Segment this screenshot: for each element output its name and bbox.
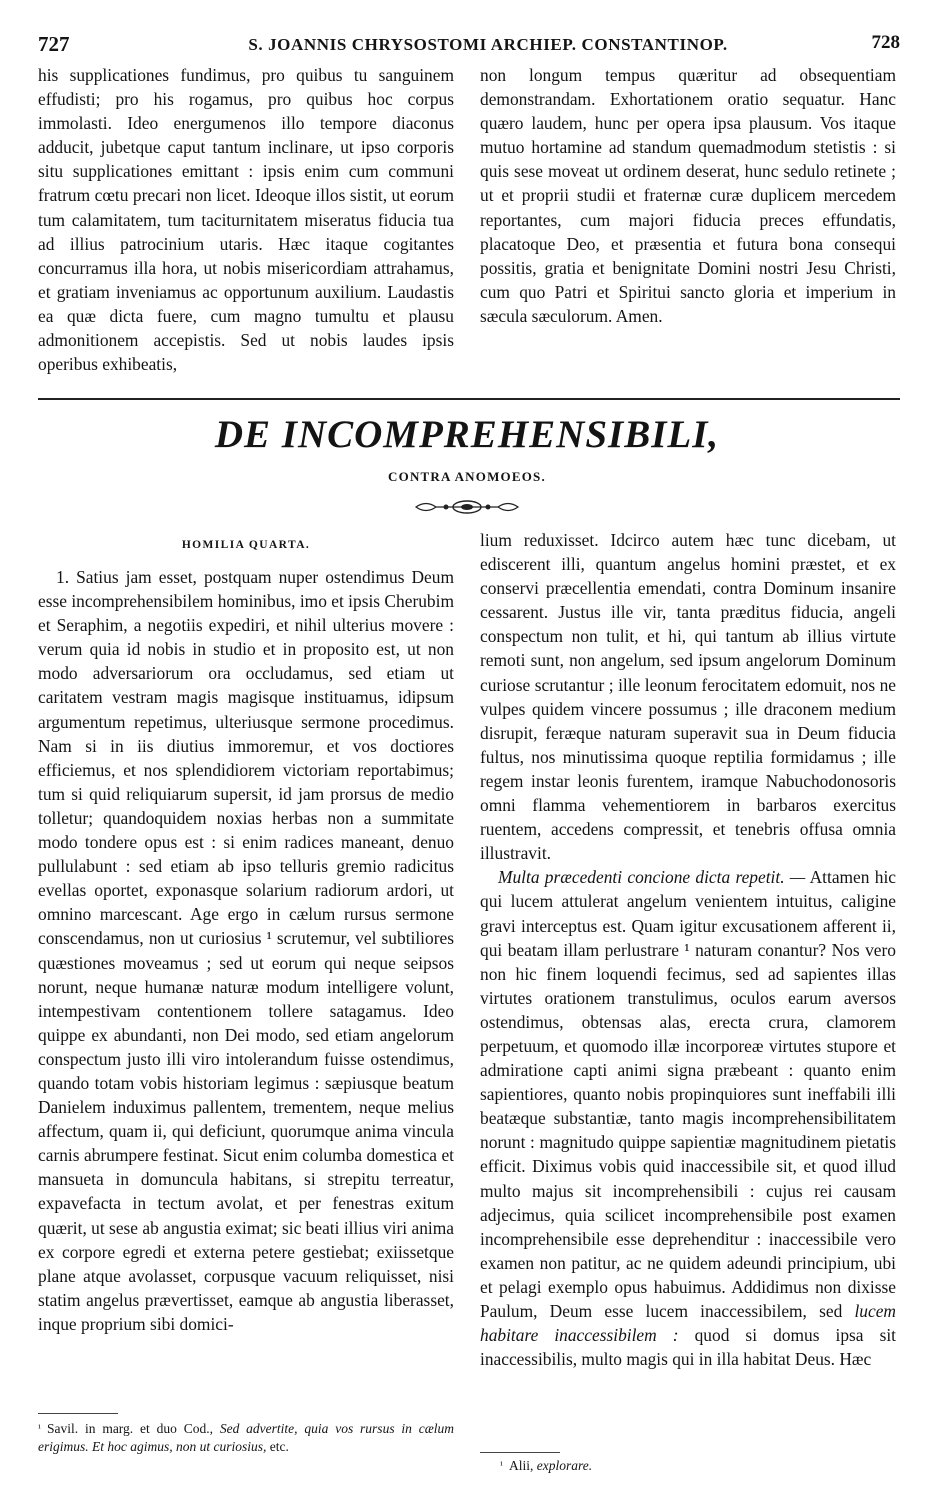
paragraph-2-text-b: quod si domus ipsa sit inaccessibilis, multo magis qui in illa habitat Deus. Hæc [480,1325,897,1370]
footnote-text: Savil. in marg. et duo Cod., [47,1421,220,1436]
footnote-rule-left [38,1413,118,1414]
top-right-paragraph: non longum tempus quæritur ad obsequentiam demonstrandam. Exhortationem oratio sequatur. Hanc quæro laudem, hunc per opera ipsa plausum. Vos itaque mutuo hortamine ad standum quemadmodum stetistis : si quis sese moveat ut ordinem deserat, hunc sedulo retinete ; ut et proprii studii et fraternæ curæ duplicem mercedem reportantes, cum majori fiducia preces effundatis, placatoque Deo, et præsentia et futura bona consequi possitis, gratia et benignitate Domini nostri Jesu Christi, cum quo Patri et Spiritui sancto gloria et imperium in sæcula sæculorum. Amen. [480,65,896,326]
treatise-subtitle: CONTRA ANOMOEOS. [388,469,546,484]
homily-paragraph-2 [480,865,896,1371]
footnote-text-end: etc. [266,1439,289,1454]
homily-paragraph-continued: lium reduxisset. Idcirco autem hæc tunc dicebam, ut ediscerent illi, quantum angelus homini præstet, et ex conservi præcellentia emendati, contra Dominum insanire cessarent. Justus ille vir, tanta præditus fiducia, angeli conspectum non tulit, et hi, qui tantum ab illius virtute remoti sunt, non angelum, sed ipsum angelorum Dominum curiose scrutantur ; ille leonum ferocitatem edomuit, nos ne vulpes quidem vincere possumus ; ille draconem medium disrupit, feræque naturam superavit sua in Deum fiducia fultus, nos minutissima quoque reptilia formidamus ; ille regem instar leonis furentem, iramque Nabuchodonosoris omni flamma vehementiorem in barbaros exercitus ruentem, accedens compressit, et tenebris offusa omnia illustravit. [480,530,896,864]
section-divider-rule [38,398,900,400]
footnote-italic-text: Sed advertite, quia vos rursus in cælum erigimus. Et hoc agimus, non ut curiosius, [38,1421,455,1454]
footnote-right [500,1457,896,1475]
paragraph-heading: Multa præcedenti concione dicta repetit. — [498,867,806,888]
bottom-right-column [480,528,896,1371]
footnote-mark: ¹ [500,1460,503,1471]
footnote-left [38,1420,454,1456]
footnote-mark: ¹ [38,1423,41,1434]
homily-paragraph-1: 1. Satius jam esset, postquam nuper ostendimus Deum esse incomprehensibilem hominibus, imo et ipsis Cherubim et Seraphim, a negotiis expediri, et nihil ulterius movere : verum quia id nobis in studio et in proposito est, ut non modo adversariorum ora occludamus, sed etiam ut caritatem vestram magis magisque instituamus, idipsum argumentum repetimus, ulteriusque sermone procedimus. Nam si in iis diutius immoremur, et vos doctiores efficiemus, et nos splendidiorem victoriam reportabimus; tum si quid reliquiarum supersit, id jam prorsus de medio tolletur; quandoquidem noxias herbas non a summitate modo tondere opus est : si enim radices maneant, denuo pullulabunt : sed etiam ab ipso telluris gremio radicitus evellas oportet, exponasque solarium radiorum ardori, ut omnino marcescant. Age ergo in cælum rursus sermone conscendamus, non ut curiosius ¹ scrutemur, vel subtiliores quæstiones moveamus ; sed ut eorum qui neque seipsos norunt, neque humanæ naturæ modum intelligere volunt, intempestivam contentionem tollere satagamus. Ideo quippe ex abundanti, non Dei modo, sed etiam angelorum conspectum justo illi viro intolerandum fuisse ostendimus, quando totam vobis historiam legimus : sæpiusque beatum Danielem induximus pallentem, trementem, neque melius affectum, quam ii, qui deficiunt, quorumque anima vincula carnis abrumpere festinat. Sicut enim columba domestica et mansueta in domuncula habitans, si strepitu terreatur, expavefacta in tectum avolat, et per fenestras exitum quærit, ut sese ab angustia eximat; sic beati illius viri anima ex corpore egredi et externa petere gestiebat; exiissetque plane atque avolasset, corpusque vacuum reliquisset, nisi statim angelus prævertisset, eamque ab angustia liberasset, inque proprium sibi domici- [38,567,454,1334]
page-number-right: 728 [871,32,900,53]
page-number-left: 727 [38,32,70,56]
scripture-quote: lucem habitare inaccessibilem : [480,1301,896,1346]
footnote-rule-right [480,1452,560,1453]
footnote-italic-text: explorare. [536,1458,593,1473]
top-left-column [38,63,454,376]
bottom-left-column [38,565,454,1336]
running-title: S. JOANNIS CHRYSOSTOMI ARCHIEP. CONSTANTINOP. [248,35,728,54]
treatise-title: DE INCOMPREHENSIBILI, [214,413,720,456]
homily-heading: HOMILIA QUARTA. [181,539,311,551]
footnote-text: Alii, [509,1458,537,1473]
ornament-icon [412,496,522,518]
paragraph-2-text-a: Attamen hic qui lucem attulerat angelum venientem intuitus, caligine gravi interceptus est. Quam igitur excusationem afferent ii, qui beatam illam perlustrare ¹ naturam conantur? Nos vero non hic finem loquendi fecimus, sed ad sapientes illas virtutes orationem transtulimus, oculos earum aversos ostendimus, obtensas alas, erecta crura, clamorem perpetuum, et quomodo illæ incorporeæ virtutes stupore et admiratione capti animi signa præbeant : quanto enim sapientiores, quanto nobis propinquiores sunt ineffabili illi beatæque substantiæ, tanto magis incomprehensibilitatem norunt : magnitudo quippe sapientiæ magnitudinem pietatis efficit. Diximus vobis quid inaccessibile sit, et quod illud multo majus sit incomprehensibili : cujus rei causam adjecimus, quia scilicet incomprehensibile post examen incomprehensibile esse deprehenditur : inaccessibile vero examen non patitur, ac ne quidem adeundi principium, ubi et pelagi exemplo opus habuimus. Addidimus non dixisse Paulum, Deum esse lucem inaccessibilem, sed [480,867,896,1321]
top-right-column [480,63,896,328]
top-left-paragraph: his supplicationes fundimus, pro quibus tu sanguinem effudisti; pro his rogamus, pro quibus hoc corpus immolasti. Ideo energumenos illo tempore diaconus adducit, jubetque caput tantum inclinare, ut ipso corporis situ supplicationes emittant : ipsis enim cum communi fratrum cœtu precari non licet. Ideoque illos sistit, ut eorum tum calamitatem, tum taciturnitatem miseratus fiducia tua ad illius patrocinium utaris. Hæc itaque cogitantes concurramus illa hora, ut nobis misericordiam attrahamus, et gratiam inveniamus ac opportunum auxilium. Laudastis ea quæ dicta fuere, cum magno tumultu et plausu admonitionem accepistis. Sed ut nobis laudes ipsis operibus exhibeatis, [38,65,454,375]
page-header [38,32,900,58]
